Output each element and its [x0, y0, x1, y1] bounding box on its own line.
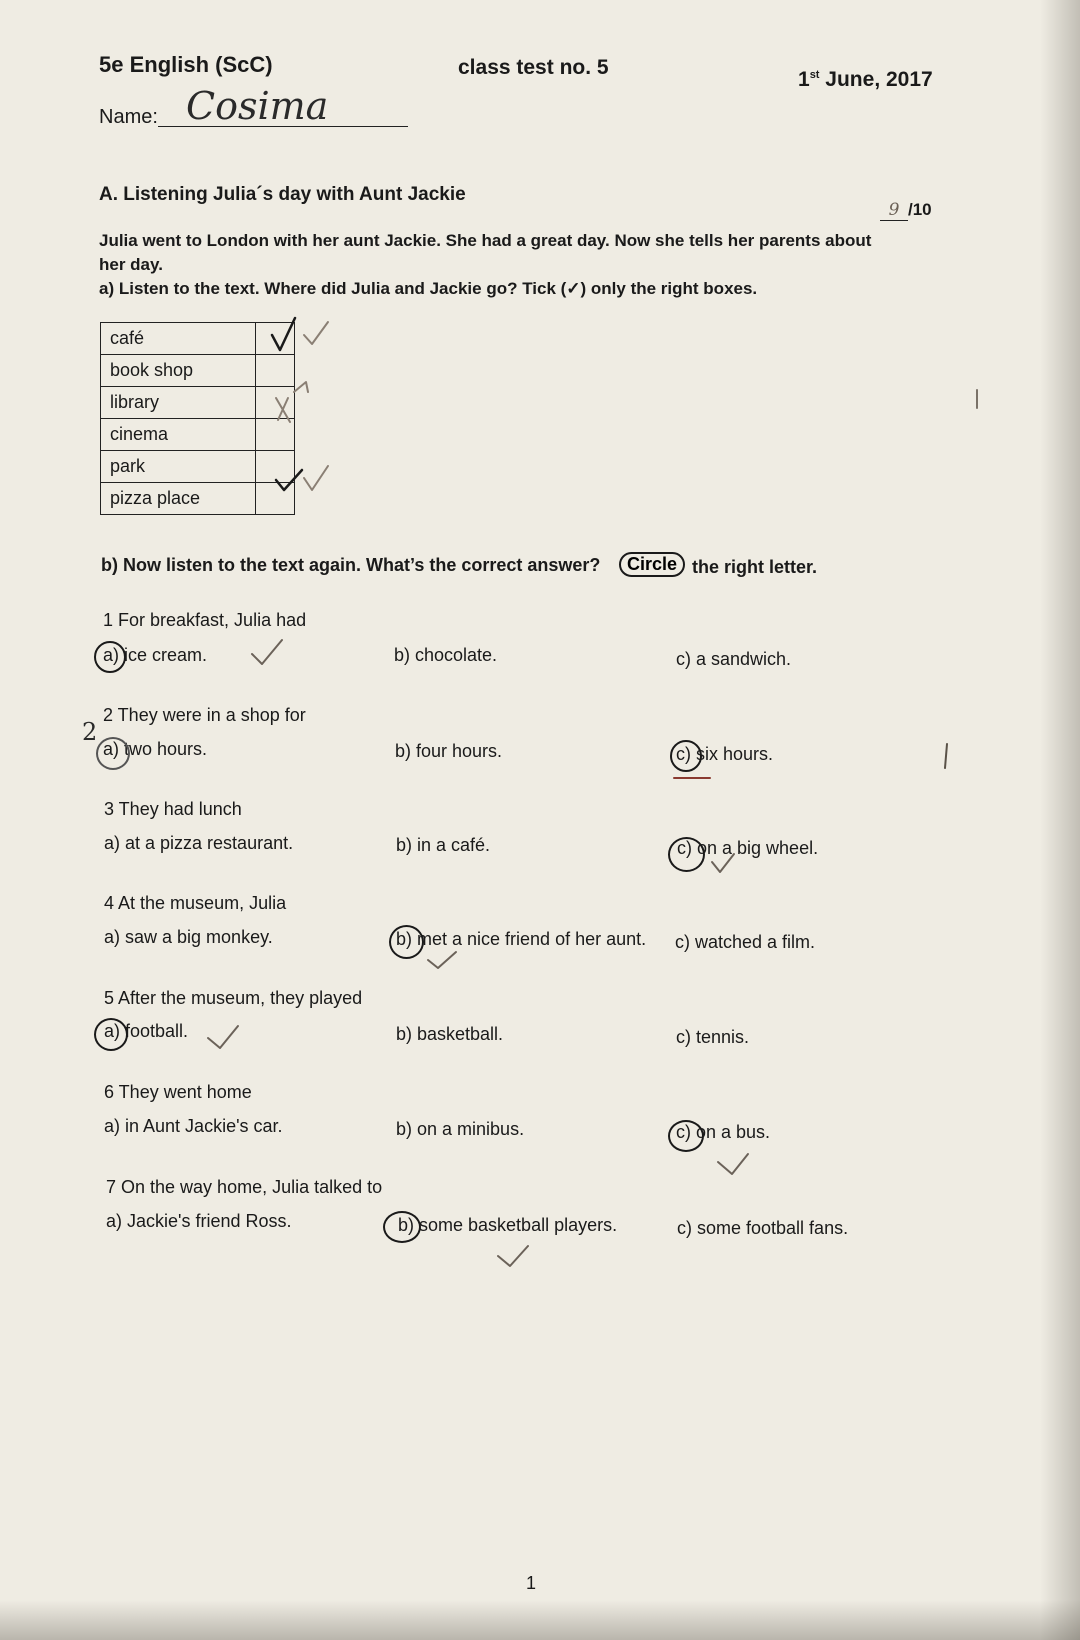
date-rest: June, 2017: [819, 68, 933, 91]
q4-option-b[interactable]: b) met a nice friend of her aunt.: [396, 929, 647, 949]
check-mark-icon: [304, 322, 328, 344]
test-title: class test no. 5: [458, 56, 609, 79]
date-suffix: st: [809, 69, 820, 81]
q6-option-c[interactable]: c) on a bus.: [676, 1122, 771, 1142]
q1-option-a[interactable]: a) ice cream.: [103, 645, 208, 665]
place-label: library: [101, 387, 256, 419]
check-mark-icon: [208, 1026, 238, 1048]
place-label: pizza place: [101, 483, 256, 515]
q3-option-b[interactable]: b) in a café.: [396, 835, 491, 855]
section-title: A. Listening Julia´s day with Aunt Jackie: [99, 184, 466, 205]
q7-option-c[interactable]: c) some football fans.: [677, 1218, 849, 1238]
place-label: book shop: [101, 355, 256, 387]
task-b-part2: the right letter.: [692, 557, 818, 577]
q2-option-c[interactable]: c) six hours.: [676, 744, 774, 764]
q7-option-b[interactable]: b) some basketball players.: [398, 1215, 618, 1235]
intro-line-1: Julia went to London with her aunt Jackie. She had a great day. Now she tells her parents about: [99, 231, 872, 250]
tick-mark-icon: [272, 318, 295, 350]
course-title: 5e English (ScC): [99, 52, 273, 77]
check-mark-icon: [304, 466, 328, 490]
question-2: 2 They were in a shop for: [103, 705, 306, 725]
place-label: café: [101, 323, 256, 355]
question-1: 1 For breakfast, Julia had: [103, 610, 307, 630]
q5-option-a[interactable]: a) football.: [104, 1021, 189, 1041]
place-label: cinema: [101, 419, 256, 451]
q2-option-b[interactable]: b) four hours.: [395, 741, 503, 761]
question-6: 6 They went home: [104, 1082, 252, 1102]
page-edge-shadow: [1040, 0, 1080, 1640]
score-value: 9: [880, 200, 908, 221]
question-4: 4 At the museum, Julia: [104, 893, 287, 913]
q4-option-a[interactable]: a) saw a big monkey.: [104, 927, 273, 947]
q3-option-c[interactable]: c) on a big wheel.: [677, 838, 819, 858]
student-name: Cosima: [186, 84, 329, 128]
check-mark-icon: [718, 1154, 748, 1174]
q6-option-b[interactable]: b) on a minibus.: [396, 1119, 525, 1139]
q6-option-a[interactable]: a) in Aunt Jackie's car.: [104, 1116, 283, 1136]
tick-mark-icon: [276, 470, 302, 490]
margin-stroke-icon: [945, 744, 947, 768]
check-mark-icon: [712, 854, 734, 872]
name-label: Name:: [99, 106, 158, 128]
circle-word: Circle: [619, 552, 685, 577]
cross-mark-icon: [276, 398, 290, 422]
question-7: 7 On the way home, Julia talked to: [106, 1177, 383, 1197]
q4-option-c[interactable]: c) watched a film.: [675, 932, 816, 952]
q1-option-b[interactable]: b) chocolate.: [394, 645, 498, 665]
q3-option-a[interactable]: a) at a pizza restaurant.: [104, 833, 294, 853]
task-b-part1: b) Now listen to the text again. What’s the correct answer?: [101, 555, 601, 575]
question-5: 5 After the museum, they played: [104, 988, 363, 1008]
task-a-instruction: a) Listen to the text. Where did Julia and Jackie go? Tick (✓) only the right boxes.: [99, 279, 758, 298]
place-label: park: [101, 451, 256, 483]
margin-note: 2: [82, 718, 98, 746]
intro-line-2: her day.: [99, 255, 163, 274]
q1-option-c[interactable]: c) a sandwich.: [676, 649, 792, 669]
score-total: /10: [908, 200, 932, 219]
q5-option-b[interactable]: b) basketball.: [396, 1024, 504, 1044]
page-number: 1: [526, 1573, 537, 1593]
date-day: 1: [798, 68, 810, 91]
q2-option-a[interactable]: a) two hours.: [103, 739, 208, 759]
page-bottom-shadow: [0, 1600, 1080, 1640]
arrow-mark-icon: [294, 382, 308, 392]
question-3: 3 They had lunch: [104, 799, 242, 819]
q7-option-a[interactable]: a) Jackie's friend Ross.: [106, 1211, 292, 1231]
check-mark-icon: [498, 1246, 528, 1266]
check-mark-icon: [428, 952, 456, 968]
q5-option-c[interactable]: c) tennis.: [676, 1027, 750, 1047]
check-mark-icon: [252, 640, 282, 664]
